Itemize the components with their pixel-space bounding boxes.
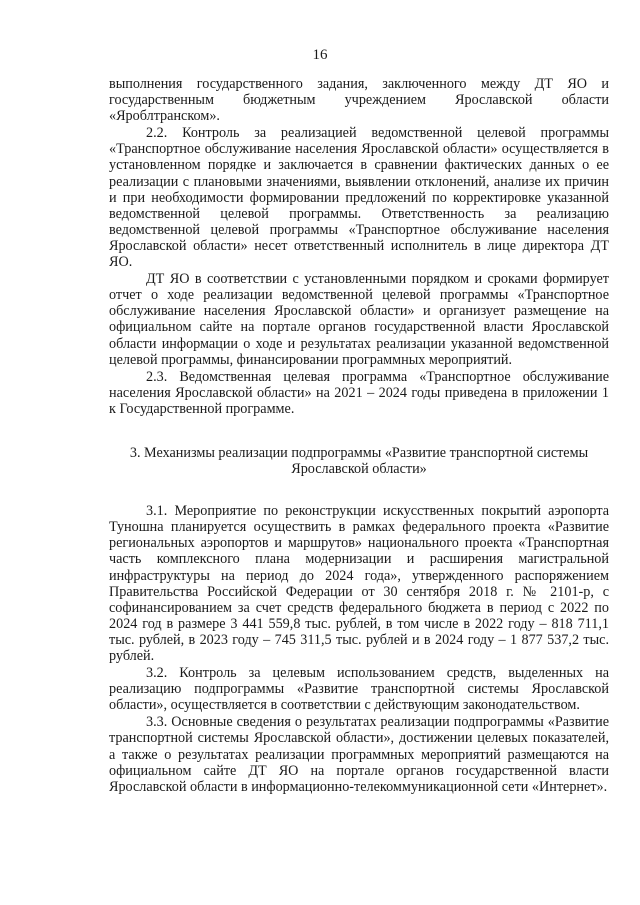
section-heading-line-1: 3. Механизмы реализации подпрограммы «Развитие транспортной системы — [129, 444, 589, 461]
paragraph-3-3: 3.3. Основные сведения о результатах реализации подпрограммы «Развитие транспортной системы Ярославской области», достижении целевых показателей, а также о результатах реализации программных мероприятий размещаются на официальном сайте ДТ ЯО на портале органов государственной власти Ярославской области в информационно-телекоммуникационной сети «Интернет». — [109, 714, 609, 795]
document-body — [109, 76, 609, 795]
paragraph-2-3: 2.3. Ведомственная целевая программа «Транспортное обслуживание населения Ярославской области» на 2021 – 2024 годы приведена в приложении 1 к Государственной программе. — [109, 368, 609, 417]
paragraph-3-2: 3.2. Контроль за целевым использованием средств, выделенных на реализацию подпрограммы «Развитие транспортной системы Ярославской области», осуществляется в соответствии с действующим законодательством. — [109, 665, 609, 714]
paragraph-continuation: выполнения государственного задания, заключенного между ДТ ЯО и государственным бюджетным учреждением Ярославской области «Яроблтранском». — [109, 76, 609, 125]
section-heading-line-2: Ярославской области» — [291, 461, 427, 478]
paragraph-2-2: 2.2. Контроль за реализацией ведомственной целевой программы «Транспортное обслуживание населения Ярославской области» осуществляется в установленном порядке и заключается в сравнении фактических данных о ее реализации с плановыми значениями, выявлении отклонений, анализе их причин и при необходимости формировании предложений по корректировке указанной ведомственной целевой программы. Ответственность за реализацию ведомственной целевой программы «Транспортное обслуживание населения Ярославской области» несет ответственный исполнитель в лице директора ДТ ЯО. — [109, 125, 609, 271]
paragraph-dt-yao-report: ДТ ЯО в соответствии с установленными порядком и сроками формирует отчет о ходе реализации ведомственной целевой программы «Транспортное обслуживание населения Ярославской области» и организует размещение на официальном сайте на портале органов государственной власти Ярославской области информации о ходе и результатах реализации указанной ведомственной целевой программы, финансировании программных мероприятий. — [109, 271, 609, 368]
paragraph-3-1: 3.1. Мероприятие по реконструкции искусственных покрытий аэропорта Туношна планируется осуществить в рамках федерального проекта «Развитие региональных аэропортов и маршрутов» национального проекта «Транспортная часть комплексного плана модернизации и расширения магистральной инфраструктуры на период до 2024 года», утвержденного распоряжением Правительства Российской Федерации от 30 сентября 2018 г. № 2101-р, с софинансированием за счет средств федерального бюджета в период с 2022 по 2024 год в размере 3 441 559,8 тыс. рублей, в том числе в 2022 году – 818 711,1 тыс. рублей, в 2023 году – 745 311,5 тыс. рублей и в 2024 году – 1 877 537,2 тыс. рублей. — [109, 503, 609, 664]
section-heading — [109, 445, 609, 477]
page-number: 16 — [312, 47, 328, 63]
